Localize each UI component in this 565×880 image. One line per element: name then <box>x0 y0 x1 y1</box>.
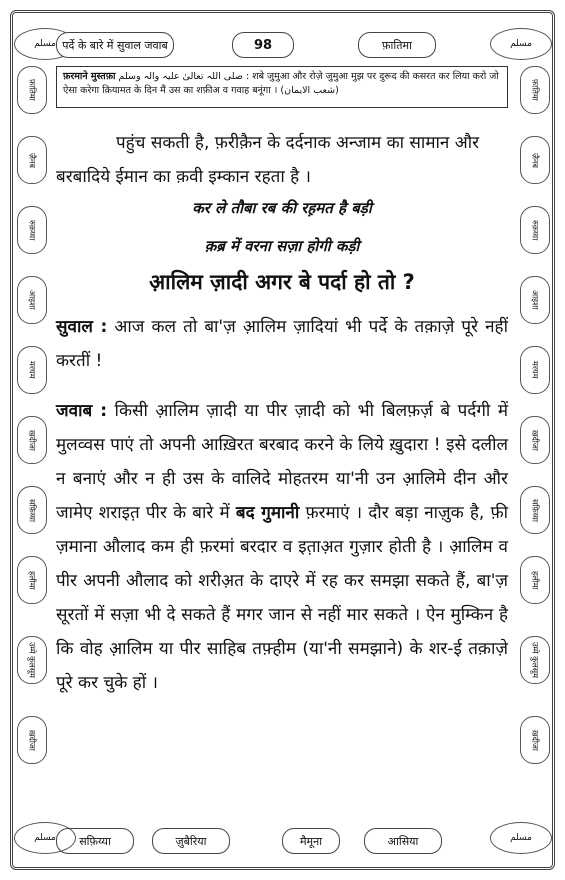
side-medallion <box>17 556 47 604</box>
header-right-text: फ़ातिमा <box>382 38 412 52</box>
side-medallion-text: फ़ातिमा <box>27 79 37 101</box>
farmaan-box <box>56 66 508 108</box>
side-medallion <box>520 346 550 394</box>
side-medallion <box>520 486 550 534</box>
question-tag: सुवाल : <box>56 317 108 337</box>
side-medallion-text: उम्मे कुलसूम <box>27 642 37 678</box>
side-medallion <box>520 276 550 324</box>
farmaan-source: (شعب الایمان) <box>280 85 339 96</box>
page-number-text: 98 <box>253 37 273 53</box>
side-medallion <box>520 636 550 684</box>
side-medallion-text: सफ़िय्या <box>27 498 37 522</box>
side-medallion <box>520 556 550 604</box>
side-medallion-text: ज़ैनब <box>27 152 37 168</box>
question-block <box>56 310 508 378</box>
footer-corner-left-text: مسلم <box>34 833 56 843</box>
footer-badge-1 <box>56 828 134 854</box>
side-medallion-text: मरयम <box>27 361 37 379</box>
side-medallion <box>17 136 47 184</box>
footer-badge-3-text: मैमूना <box>299 834 323 848</box>
side-medallion <box>17 206 47 254</box>
footer-badge-2 <box>152 828 230 854</box>
side-medallion-text: फ़ातिमा <box>530 79 540 101</box>
side-medallion <box>17 716 47 764</box>
side-medallion-text: ख़दीजा <box>27 429 37 451</box>
side-medallion-text: ख़दीजा <box>27 729 37 751</box>
answer-text-1: किसी आ़लिम ज़ादी या पीर ज़ादी को भी बिलफ़र्ज़ बे पर्दगी में मुलव्वस पाएं तो अपनी आख़िरत बरबाद करने के लिये ख़ुदारा ! इसे दलील न बनाएं और न ही उस के वालिदे मोहतरम या'नी उन आ़लिमे दीन और जामेए शराइत़ पीर के बारे में <box>56 401 508 523</box>
header-corner-right-text: مسلم <box>510 39 532 49</box>
side-medallion-text: हलीमा <box>530 570 540 590</box>
side-medallion-text: ख़दीजा <box>530 429 540 451</box>
side-medallion <box>520 206 550 254</box>
footer-badge-4-text: आसिया <box>387 834 419 848</box>
footer-badge-2-text: ज़ुबैरिया <box>175 834 207 848</box>
side-medallion <box>17 276 47 324</box>
side-medallion-text: उम्मे कुलसूम <box>530 642 540 678</box>
side-medallion <box>520 136 550 184</box>
header-book-title <box>56 32 174 58</box>
header-name-badge <box>358 32 436 58</box>
side-medallion-text: ख़दीजा <box>530 729 540 751</box>
couplet-line-2: क़ब्र में वरना सज़ा होगी कड़ी <box>204 237 360 255</box>
farmaan-label: फ़रमाने मुस्तफ़ा <box>63 71 116 82</box>
side-medallion <box>17 416 47 464</box>
side-medallion <box>17 636 47 684</box>
side-medallion-text: आइशा <box>27 290 37 310</box>
header-left-text: पर्दे के बारे में सुवाल जवाब <box>62 38 168 52</box>
side-medallion-text: हलीमा <box>27 570 37 590</box>
couplet-line-1: कर ले तौबा रब की रह़मत है बड़ी <box>192 199 372 217</box>
answer-block <box>56 394 508 700</box>
side-medallion <box>17 66 47 114</box>
footer-badge-1-text: सफ़िय्या <box>79 834 111 848</box>
answer-tag: जवाब : <box>56 401 108 421</box>
side-medallion-text: आइशा <box>530 290 540 310</box>
side-medallion <box>520 716 550 764</box>
farmaan-arabic: صلی اللہ تعالیٰ علیہ والہ وسلم <box>118 71 243 82</box>
side-medallion-text: मरयम <box>530 361 540 379</box>
side-medallion <box>520 66 550 114</box>
paragraph-continuation: पहुंच सकती है, फ़रीक़ैन के दर्दनाक अन्जाम का सामान और बरबादिये ईमान का क़वी इम्कान रहता है । <box>56 133 480 187</box>
header-corner-left-text: مسلم <box>34 39 56 49</box>
footer-corner-ornament-right <box>490 822 552 854</box>
side-medallion <box>520 416 550 464</box>
side-medallion <box>17 346 47 394</box>
side-medallion-text: सफ़िय्या <box>530 498 540 522</box>
footer-badge-3 <box>282 828 340 854</box>
side-medallion <box>17 486 47 534</box>
page-number <box>232 32 294 58</box>
farmaan-text: : शबे जुमुआ और रोज़े जुमुआ मुझ पर दुरूद की कसरत कर लिया करो जो ऐसा करेगा क़ियामत के दिन मैं उस का शफ़ीअ व गवाह बनूंगा । <box>63 71 499 96</box>
side-medallion-text: रुक़य्या <box>27 219 37 241</box>
answer-text-2: फ़रमाएं । दौर बड़ा नाज़ुक है, फ़ी ज़माना औलाद कम ही फ़रमां बरदार व इत़ाअ़त गुज़ार होती है । आ़लिम व पीर अपनी औलाद को शरीअ़त के दाएरे में रह कर समझा सकते हैं, बा'ज़ सूरतों में सज़ा भी दे सकते हैं मगर जान से नहीं मार सकते । ऐन मुम्किन है कि वोह आ़लिम या पीर साहिब तफ़्हीम (या'नी समझाने) के शर-ई तक़ाज़े पूरे कर चुके हों । <box>56 503 508 693</box>
question-text: आज कल तो बा'ज़ आ़लिम ज़ादियां भी पर्दे के तक़ाज़े पूरे नहीं करतीं ! <box>56 317 508 371</box>
side-medallion-text: रुक़य्या <box>530 219 540 241</box>
section-heading: आ़लिम ज़ादी अगर बे पर्दा हो तो ? <box>149 270 415 294</box>
footer-corner-right-text: مسلم <box>510 833 532 843</box>
header-corner-ornament-right <box>490 28 552 60</box>
side-medallion-text: ज़ैनब <box>530 152 540 168</box>
footer-badge-4 <box>364 828 442 854</box>
answer-bold-phrase: बद गुमानी <box>235 503 300 523</box>
